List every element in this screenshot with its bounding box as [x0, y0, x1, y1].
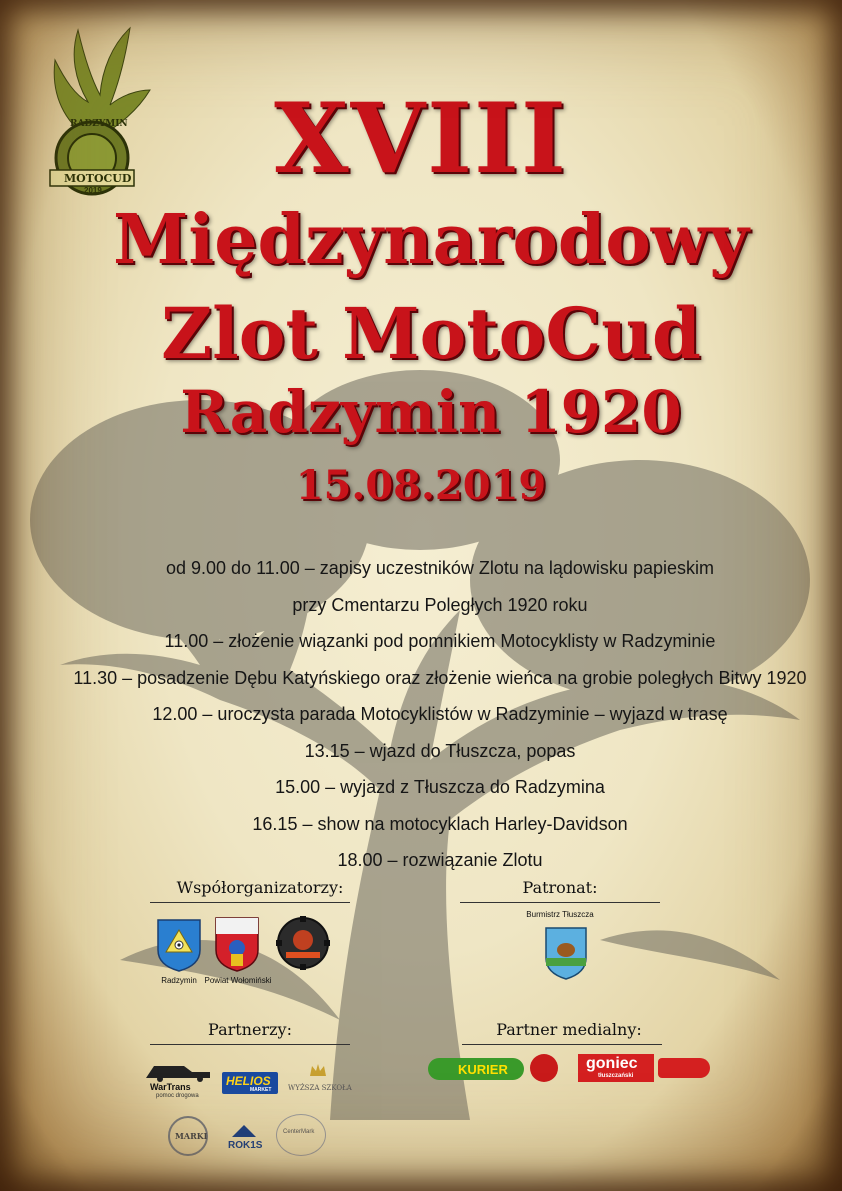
rok1s-name: ROK1S	[228, 1140, 263, 1151]
schedule-list	[60, 550, 820, 879]
rok1s-logo	[224, 1124, 264, 1156]
radzymin-crest-icon	[156, 918, 202, 972]
partners-heading: Partnerzy:	[208, 1020, 292, 1039]
coorganizers-heading: Współorganizatorzy:	[176, 878, 344, 897]
partners-rule	[150, 1044, 350, 1045]
wartrans-logo	[144, 1060, 214, 1100]
title-location: Radzymin 1920	[180, 378, 682, 446]
schedule-item: przy Cmentarzu Poległych 1920 roku	[292, 594, 588, 615]
schedule-item: 11.00 – złożenie wiązanki pod pomnikiem Motocyklisty w Radzyminie	[164, 631, 716, 651]
schedule-item: 16.15 – show na motocyklach Harley-Davidson	[252, 813, 628, 834]
schedule-item: 18.00 – rozwiązanie Zlotu	[337, 850, 543, 870]
tow-truck-icon	[144, 1060, 214, 1082]
helios-name: HELIOS	[226, 1074, 271, 1088]
marki-name: MARKI	[175, 1131, 208, 1141]
schedule-item: 13.15 – wjazd do Tłuszcza, popas	[304, 740, 576, 761]
goniec-logo	[578, 1054, 712, 1082]
badge-year: 2019	[84, 186, 102, 195]
title-international: Międzynarodowy	[113, 200, 749, 280]
kurier-stamp-icon	[530, 1054, 558, 1082]
wolomin-label: Powiat Wołomiński	[204, 976, 272, 985]
wyzsza-szkola-name: WYŻSZA SZKOŁA	[288, 1084, 352, 1092]
goniec-sub: tłuszczański	[598, 1073, 634, 1079]
helios-sub: MARKET	[250, 1087, 272, 1093]
wartrans-name: WarTrans	[150, 1082, 191, 1092]
coorganizers-rule	[150, 902, 350, 903]
wolomin-crest-icon	[214, 916, 260, 972]
mountain-icon	[231, 1124, 257, 1138]
marki-logo	[168, 1116, 208, 1156]
centermark-name: CenterMark	[283, 1129, 315, 1135]
helios-logo	[222, 1072, 278, 1094]
patronage-sublabel: Burmistrz Tłuszcza	[526, 910, 594, 919]
badge-top-text: RADZYMIN	[70, 119, 128, 129]
kurier-name: KURIER	[458, 1062, 508, 1077]
schedule-item: 15.00 – wyjazd z Tłuszcza do Radzymina	[275, 777, 605, 797]
train-icon	[658, 1058, 710, 1078]
event-date: 15.08.2019	[295, 462, 547, 509]
schedule-item: 12.00 – uroczysta parada Motocyklistów w Radzyminie – wyjazd w trasę	[152, 704, 728, 724]
media-heading: Partner medialny:	[496, 1020, 642, 1039]
tluszcz-crest-icon	[544, 926, 588, 980]
title-rally-name: Zlot MotoCud	[161, 292, 701, 375]
motorcycle-club-icon	[276, 916, 330, 970]
schedule-item: 11.30 – posadzenie Dębu Katyńskiego oraz złożenie wieńca na grobie poległych Bitwy 1920	[73, 667, 807, 688]
crown-icon	[308, 1062, 328, 1078]
wartrans-sub: pomoc drogowa	[156, 1093, 199, 1099]
kurier-logo	[428, 1054, 560, 1084]
patronage-rule	[460, 902, 660, 903]
title-edition: XVIII	[274, 82, 568, 195]
patronage-heading: Patronat:	[522, 878, 598, 897]
radzymin-label: Radzymin	[161, 976, 197, 985]
goniec-name: goniec	[586, 1055, 638, 1072]
schedule-item: od 9.00 do 11.00 – zapisy uczestników Zlotu na lądowisku papieskim	[166, 558, 714, 578]
centermark-logo	[276, 1114, 326, 1156]
badge-main-text: MOTOCUD	[64, 172, 132, 185]
media-rule	[462, 1044, 662, 1045]
wyzsza-szkola-logo	[286, 1062, 352, 1096]
